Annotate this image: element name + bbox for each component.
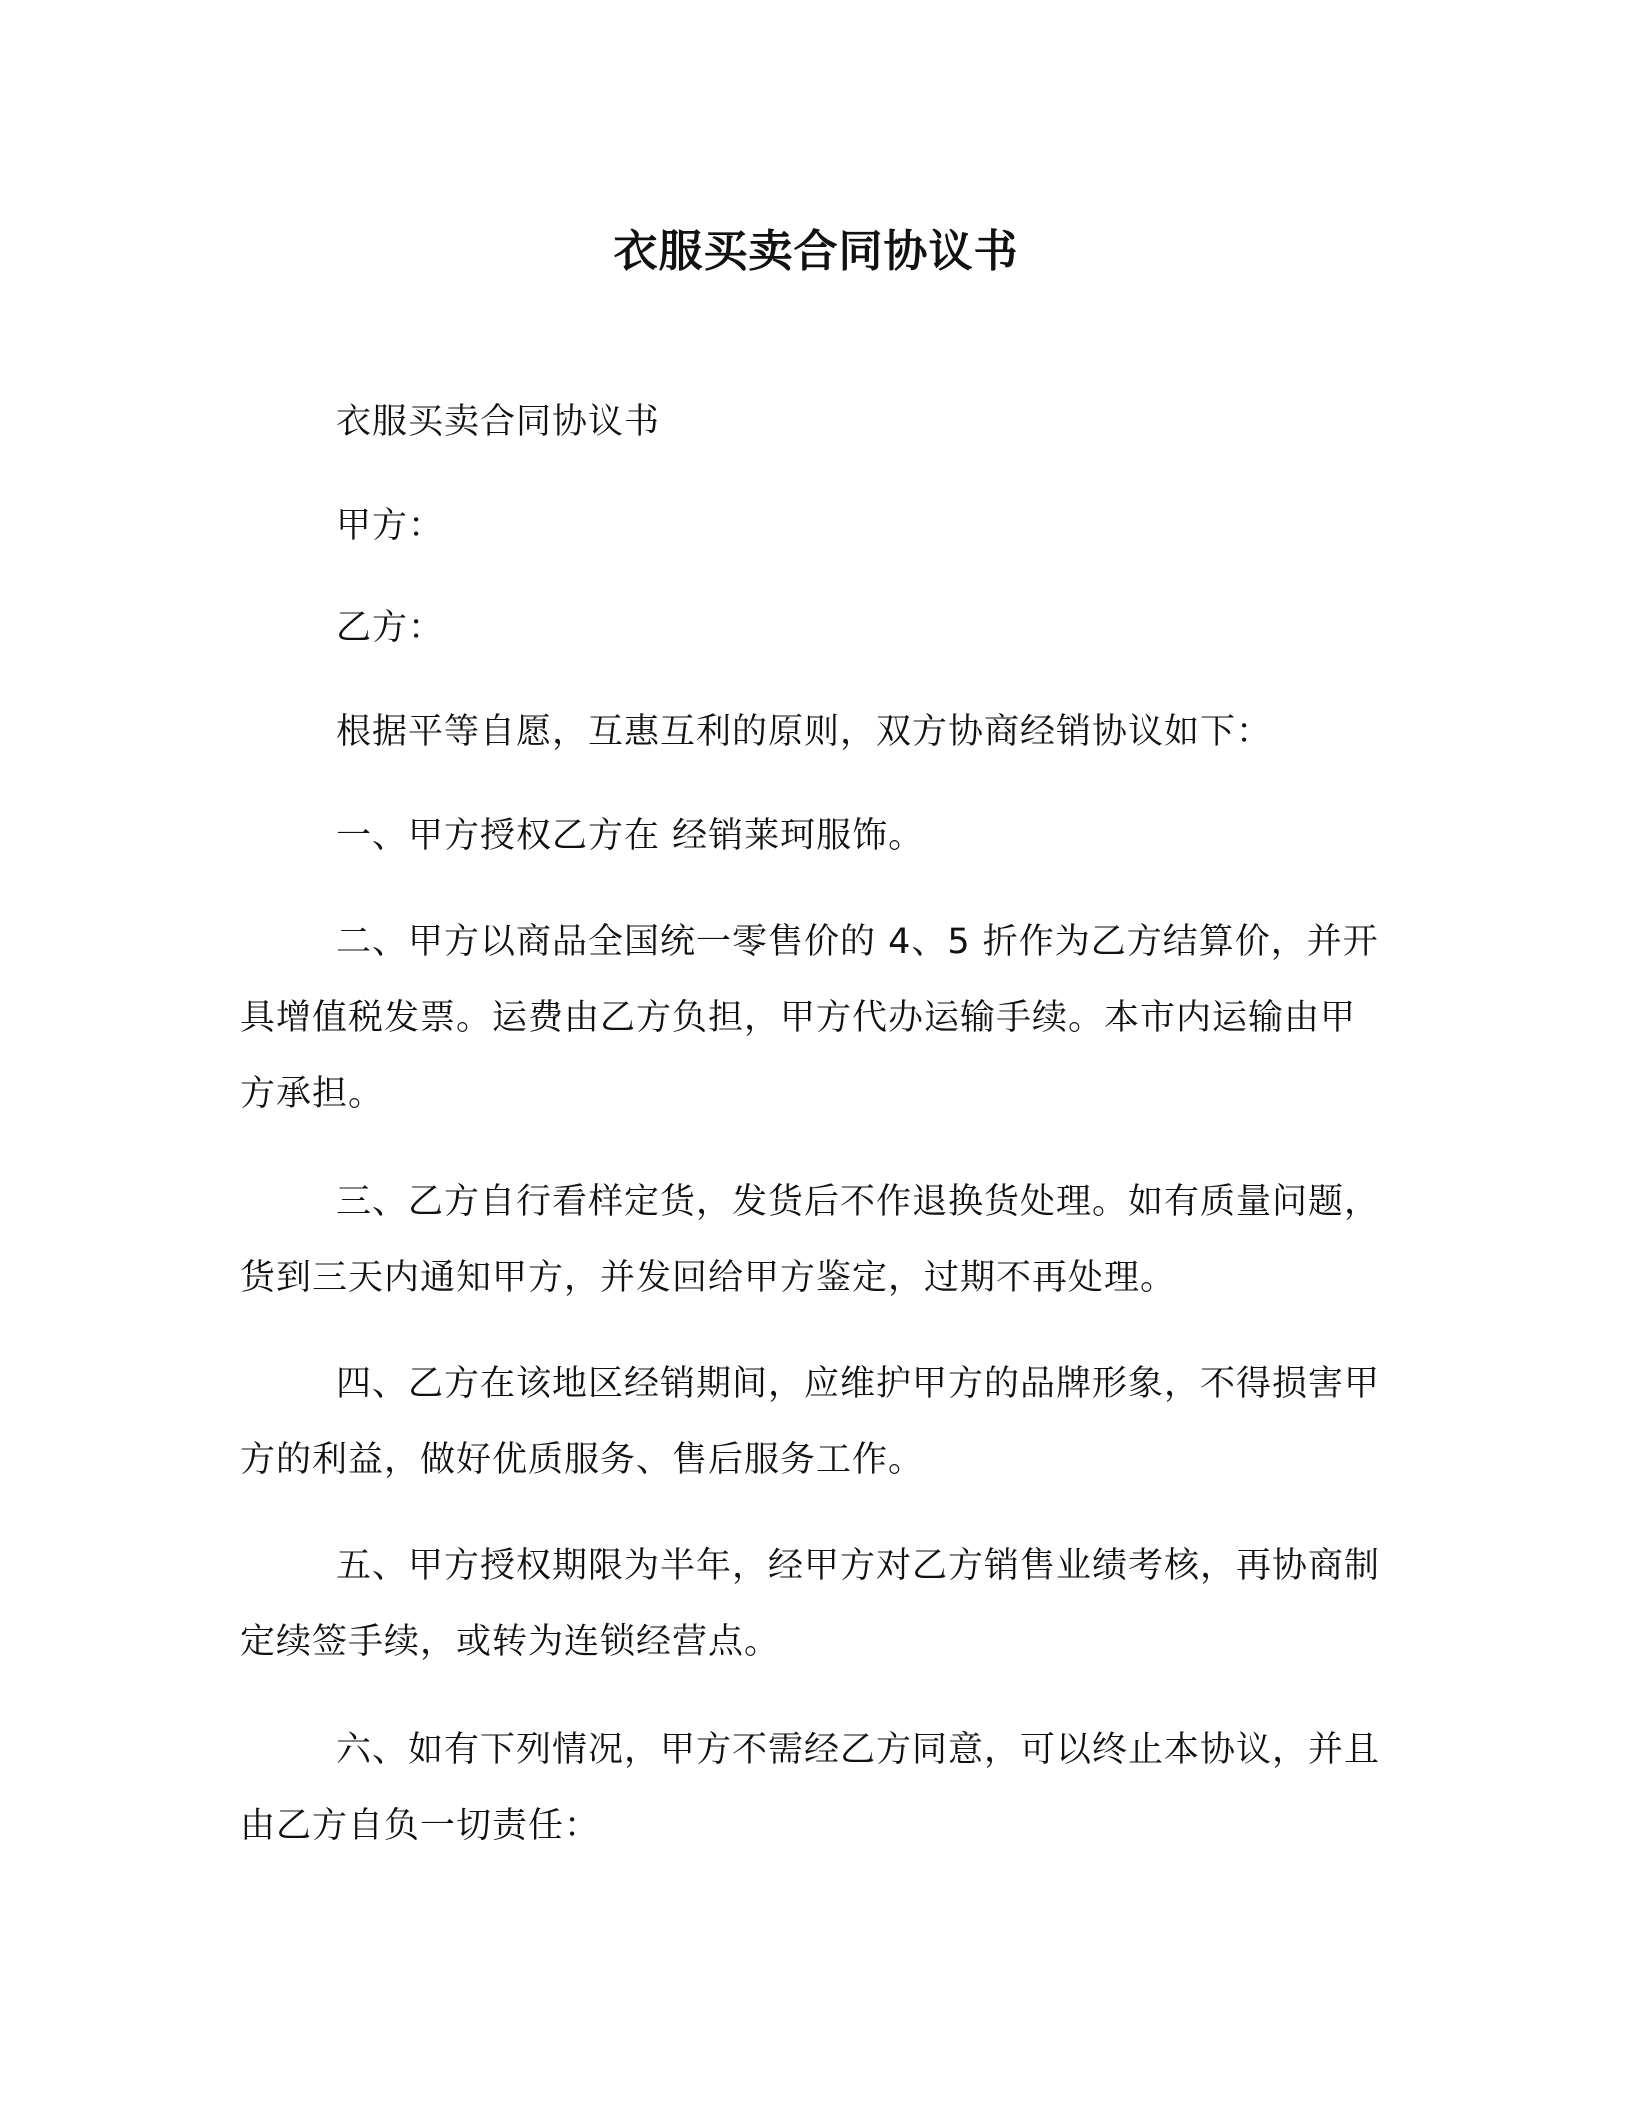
clause-1: 一、甲方授权乙方在 经销莱珂服饰。 bbox=[336, 816, 925, 856]
document-title: 衣服买卖合同协议书 bbox=[613, 226, 1019, 277]
clause-4: 四、乙方在该地区经销期间，应维护甲方的品牌形象，不得损害甲方的利益，做好优质服务、售后服务工作。 bbox=[240, 1364, 1381, 1480]
clause-5: 五、甲方授权期限为半年，经甲方对乙方销售业绩考核，再协商制定续签手续，或转为连锁经营点。 bbox=[240, 1546, 1381, 1662]
party-a-label: 甲方： bbox=[336, 506, 445, 546]
clause-3: 三、乙方自行看样定货，发货后不作退换货处理。如有质量问题，货到三天内通知甲方，并发回给甲方鉴定，过期不再处理。 bbox=[240, 1182, 1381, 1298]
clause-2: 二、甲方以商品全国统一零售价的 4、5 折作为乙方结算价，并开具增值税发票。运费由乙方负担，甲方代办运输手续。本市内运输由甲方承担。 bbox=[240, 922, 1379, 1114]
party-b-label: 乙方： bbox=[336, 608, 445, 648]
intro-paragraph: 根据平等自愿，互惠互利的原则，双方协商经销协议如下： bbox=[336, 712, 1273, 752]
clause-6: 六、如有下列情况，甲方不需经乙方同意，可以终止本协议，并且由乙方自负一切责任： bbox=[240, 1730, 1381, 1846]
document-subtitle: 衣服买卖合同协议书 bbox=[336, 402, 661, 442]
